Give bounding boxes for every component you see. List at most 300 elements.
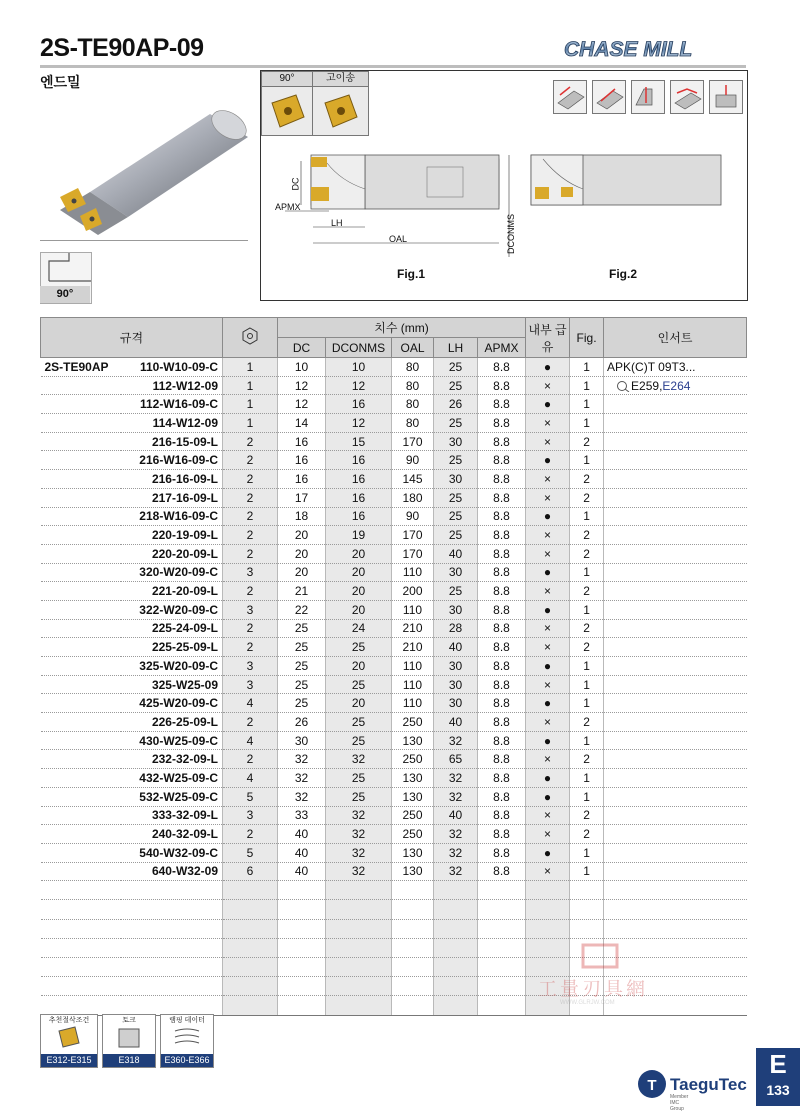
dc-cell: 17 xyxy=(278,488,326,507)
dconms-cell: 25 xyxy=(326,787,392,806)
insert-feed-icon xyxy=(312,86,369,136)
apmx-cell xyxy=(478,881,526,900)
fig-cell: 2 xyxy=(570,713,604,732)
apmx-cell xyxy=(478,900,526,919)
model-cell xyxy=(121,919,223,938)
apmx-cell: 8.8 xyxy=(478,825,526,844)
ref-ramping-label: 램핑 데이터 xyxy=(169,1017,205,1024)
model-cell: 220-19-09-L xyxy=(121,526,223,545)
insert-ref-b[interactable]: E264 xyxy=(662,378,691,393)
dconms-cell: 32 xyxy=(326,806,392,825)
col-coolant: 내부 급유 xyxy=(526,318,570,358)
apmx-cell: 8.8 xyxy=(478,750,526,769)
fig-cell: 1 xyxy=(570,395,604,414)
insert-cell xyxy=(604,900,747,919)
oal-cell xyxy=(392,977,434,996)
apmx-cell: 8.8 xyxy=(478,488,526,507)
table-row xyxy=(41,563,747,582)
oal-cell: 180 xyxy=(392,488,434,507)
teeth-cell: 4 xyxy=(223,694,278,713)
col-dconms: DCONMS xyxy=(326,338,392,358)
oal-cell: 80 xyxy=(392,414,434,433)
model-cell: 225-25-09-L xyxy=(121,638,223,657)
teeth-cell: 5 xyxy=(223,843,278,862)
model-cell: 226-25-09-L xyxy=(121,713,223,732)
insert-cell xyxy=(604,451,747,470)
col-dc: DC xyxy=(278,338,326,358)
model-cell: 232-32-09-L xyxy=(121,750,223,769)
ref-torque-page: E318 xyxy=(103,1054,155,1067)
dconms-cell xyxy=(326,900,392,919)
table-row xyxy=(41,750,747,769)
lh-cell: 30 xyxy=(434,675,478,694)
table-row xyxy=(41,694,747,713)
dc-cell: 12 xyxy=(278,376,326,395)
teeth-cell: 2 xyxy=(223,544,278,563)
dc-cell xyxy=(278,958,326,977)
apmx-cell: 8.8 xyxy=(478,451,526,470)
oal-cell: 250 xyxy=(392,825,434,844)
teeth-cell: 2 xyxy=(223,713,278,732)
fig-cell: 1 xyxy=(570,675,604,694)
series-cell xyxy=(41,731,121,750)
fig-cell: 2 xyxy=(570,825,604,844)
model-cell: 114-W12-09 xyxy=(121,414,223,433)
teeth-cell: 2 xyxy=(223,825,278,844)
insert-cell xyxy=(604,919,747,938)
insert-cell xyxy=(604,619,747,638)
model-cell: 425-W20-09-C xyxy=(121,694,223,713)
dconms-cell: 10 xyxy=(326,358,392,377)
fig-cell: 1 xyxy=(570,731,604,750)
dc-cell: 40 xyxy=(278,825,326,844)
dc-cell: 20 xyxy=(278,563,326,582)
series-cell xyxy=(41,638,121,657)
dc-cell: 14 xyxy=(278,414,326,433)
series-cell xyxy=(41,507,121,526)
table-row xyxy=(41,675,747,694)
insert-cell xyxy=(604,507,747,526)
lh-cell: 25 xyxy=(434,526,478,545)
series-cell xyxy=(41,938,121,957)
brand-name: TaeguTec xyxy=(670,1075,747,1094)
dc-cell xyxy=(278,938,326,957)
oal-cell xyxy=(392,938,434,957)
insert-cell xyxy=(604,694,747,713)
insert-cell xyxy=(604,488,747,507)
model-cell: 333-32-09-L xyxy=(121,806,223,825)
fig1-caption: Fig.1 xyxy=(397,267,426,281)
fig-cell: 2 xyxy=(570,582,604,601)
oal-cell xyxy=(392,958,434,977)
insert-cell xyxy=(604,376,747,395)
insert-cell xyxy=(604,544,747,563)
model-cell: 216-16-09-L xyxy=(121,470,223,489)
dc-cell: 32 xyxy=(278,769,326,788)
dconms-cell: 25 xyxy=(326,638,392,657)
fig-cell: 1 xyxy=(570,843,604,862)
oal-cell xyxy=(392,996,434,1015)
oal-cell: 210 xyxy=(392,638,434,657)
table-row xyxy=(41,470,747,489)
lh-cell xyxy=(434,881,478,900)
dim-dconms-label: DCONMS xyxy=(506,214,516,254)
oal-cell: 80 xyxy=(392,358,434,377)
series-cell xyxy=(41,675,121,694)
dc-cell: 25 xyxy=(278,675,326,694)
teeth-cell: 4 xyxy=(223,769,278,788)
apmx-cell xyxy=(478,958,526,977)
insert-cell xyxy=(604,526,747,545)
apmx-cell: 8.8 xyxy=(478,787,526,806)
angle-badge: 90° xyxy=(40,286,90,303)
series-cell xyxy=(41,414,121,433)
shoulder-milling-icon xyxy=(592,80,626,114)
cool-cell: × xyxy=(526,526,570,545)
apmx-cell: 8.8 xyxy=(478,731,526,750)
series-cell xyxy=(41,600,121,619)
insert-type-90-label: 90° xyxy=(261,71,313,87)
model-cell: 532-W25-09-C xyxy=(121,787,223,806)
series-cell xyxy=(41,900,121,919)
lh-cell xyxy=(434,919,478,938)
insert-cell xyxy=(604,862,747,881)
svg-text:CHASE MILL: CHASE MILL xyxy=(564,38,693,61)
lh-cell: 40 xyxy=(434,544,478,563)
fig-cell xyxy=(570,919,604,938)
fig-cell: 1 xyxy=(570,507,604,526)
series-cell xyxy=(41,996,121,1015)
teeth-cell: 1 xyxy=(223,376,278,395)
dconms-cell: 16 xyxy=(326,451,392,470)
page-title: 2S-TE90AP-09 xyxy=(40,34,204,62)
lh-cell xyxy=(434,938,478,957)
dconms-cell: 16 xyxy=(326,395,392,414)
apmx-cell: 8.8 xyxy=(478,638,526,657)
oal-cell: 130 xyxy=(392,731,434,750)
dconms-cell: 24 xyxy=(326,619,392,638)
fig-cell: 1 xyxy=(570,376,604,395)
dc-cell: 16 xyxy=(278,451,326,470)
table-row xyxy=(41,638,747,657)
apmx-cell: 8.8 xyxy=(478,862,526,881)
table-row xyxy=(41,432,747,451)
apmx-cell: 8.8 xyxy=(478,563,526,582)
dc-cell xyxy=(278,977,326,996)
dc-cell: 40 xyxy=(278,843,326,862)
lh-cell: 32 xyxy=(434,825,478,844)
model-cell: 110-W10-09-C xyxy=(121,358,223,377)
ref-cutting-conditions[interactable] xyxy=(40,1014,98,1068)
table-row xyxy=(41,376,747,395)
dconms-cell: 32 xyxy=(326,825,392,844)
teeth-cell: 1 xyxy=(223,358,278,377)
lh-cell: 30 xyxy=(434,600,478,619)
oal-cell: 170 xyxy=(392,544,434,563)
lh-cell: 28 xyxy=(434,619,478,638)
fig-cell: 2 xyxy=(570,432,604,451)
lh-cell: 40 xyxy=(434,713,478,732)
fig-cell: 2 xyxy=(570,544,604,563)
dc-cell: 32 xyxy=(278,787,326,806)
series-cell xyxy=(41,769,121,788)
insert-type-feed-label: 고이송 xyxy=(312,71,369,87)
model-cell: 640-W32-09 xyxy=(121,862,223,881)
cool-cell: × xyxy=(526,376,570,395)
teeth-cell: 2 xyxy=(223,638,278,657)
table-row xyxy=(41,731,747,750)
table-row xyxy=(41,395,747,414)
oal-cell: 110 xyxy=(392,694,434,713)
fig-cell: 2 xyxy=(570,638,604,657)
dconms-cell: 20 xyxy=(326,694,392,713)
empty-row xyxy=(41,900,747,919)
oal-cell: 110 xyxy=(392,563,434,582)
model-cell: 220-20-09-L xyxy=(121,544,223,563)
dc-cell: 16 xyxy=(278,470,326,489)
fig-cell: 1 xyxy=(570,358,604,377)
series-cell xyxy=(41,977,121,996)
model-cell xyxy=(121,900,223,919)
fig-cell xyxy=(570,900,604,919)
watermark-text: 工量刃具網 xyxy=(538,978,649,1000)
teeth-cell: 2 xyxy=(223,488,278,507)
insert-cell xyxy=(604,563,747,582)
watermark-url: WWW.GLRJW.COM xyxy=(560,1000,615,1006)
model-cell: 322-W20-09-C xyxy=(121,600,223,619)
series-cell xyxy=(41,843,121,862)
cool-cell xyxy=(526,919,570,938)
insert-cell xyxy=(604,731,747,750)
insert-cell xyxy=(604,806,747,825)
dc-cell: 25 xyxy=(278,638,326,657)
dconms-cell xyxy=(326,919,392,938)
apmx-cell: 8.8 xyxy=(478,769,526,788)
apmx-cell: 8.8 xyxy=(478,432,526,451)
teeth-cell: 5 xyxy=(223,787,278,806)
tool-photo xyxy=(40,92,250,242)
lh-cell: 32 xyxy=(434,769,478,788)
oal-cell: 170 xyxy=(392,526,434,545)
insert-cell xyxy=(604,638,747,657)
ramping-icon xyxy=(670,80,704,114)
model-cell: 325-W25-09 xyxy=(121,675,223,694)
series-cell xyxy=(41,919,121,938)
cool-cell: × xyxy=(526,638,570,657)
lh-cell: 25 xyxy=(434,507,478,526)
apmx-cell: 8.8 xyxy=(478,526,526,545)
series-cell xyxy=(41,470,121,489)
cool-cell: × xyxy=(526,544,570,563)
teeth-cell xyxy=(223,881,278,900)
table-row xyxy=(41,806,747,825)
apmx-cell xyxy=(478,996,526,1015)
cool-cell: × xyxy=(526,862,570,881)
table-row xyxy=(41,526,747,545)
cool-cell: ● xyxy=(526,694,570,713)
teeth-cell: 3 xyxy=(223,657,278,676)
section-tab xyxy=(756,1048,800,1106)
dc-cell: 16 xyxy=(278,432,326,451)
empty-row xyxy=(41,919,747,938)
series-cell xyxy=(41,619,121,638)
plunging-icon xyxy=(709,80,743,114)
series-cell xyxy=(41,451,121,470)
insert-ref-a[interactable]: E259, xyxy=(631,378,663,393)
dconms-cell xyxy=(326,958,392,977)
teeth-cell: 2 xyxy=(223,470,278,489)
table-row xyxy=(41,843,747,862)
fig-cell: 1 xyxy=(570,862,604,881)
dc-cell: 21 xyxy=(278,582,326,601)
lh-cell: 25 xyxy=(434,376,478,395)
lh-cell: 26 xyxy=(434,395,478,414)
section-letter: E xyxy=(769,1049,787,1079)
insert-cell xyxy=(604,470,747,489)
oal-cell: 170 xyxy=(392,432,434,451)
dconms-cell: 25 xyxy=(326,675,392,694)
dconms-cell: 15 xyxy=(326,432,392,451)
dc-cell: 25 xyxy=(278,619,326,638)
lh-cell: 30 xyxy=(434,470,478,489)
ref-torque[interactable] xyxy=(102,1014,156,1068)
model-cell xyxy=(121,977,223,996)
cool-cell: × xyxy=(526,675,570,694)
cool-cell: × xyxy=(526,432,570,451)
teeth-cell xyxy=(223,996,278,1015)
cool-cell: × xyxy=(526,488,570,507)
teeth-cell xyxy=(223,938,278,957)
series-cell xyxy=(41,544,121,563)
slot-milling-icon xyxy=(631,80,665,114)
cool-cell: × xyxy=(526,825,570,844)
lh-cell xyxy=(434,900,478,919)
lh-cell: 32 xyxy=(434,731,478,750)
ref-cutting-conditions-page: E312-E315 xyxy=(41,1054,97,1067)
table-row xyxy=(41,451,747,470)
model-cell: 221-20-09-L xyxy=(121,582,223,601)
insert-cell xyxy=(604,769,747,788)
table-row xyxy=(41,769,747,788)
dc-cell: 32 xyxy=(278,750,326,769)
ref-ramping-data[interactable] xyxy=(160,1014,214,1068)
dconms-cell: 12 xyxy=(326,376,392,395)
teeth-cell: 3 xyxy=(223,600,278,619)
dconms-cell: 25 xyxy=(326,731,392,750)
model-cell: 432-W25-09-C xyxy=(121,769,223,788)
insert-cell xyxy=(604,843,747,862)
lh-cell: 25 xyxy=(434,358,478,377)
col-insert: 인서트 xyxy=(604,318,747,358)
model-cell xyxy=(121,938,223,957)
fig-cell: 2 xyxy=(570,470,604,489)
dconms-cell xyxy=(326,881,392,900)
model-cell: 216-W16-09-C xyxy=(121,451,223,470)
dconms-cell: 19 xyxy=(326,526,392,545)
dim-lh-label: LH xyxy=(331,218,343,228)
cool-cell: × xyxy=(526,713,570,732)
model-cell: 430-W25-09-C xyxy=(121,731,223,750)
dc-cell: 30 xyxy=(278,731,326,750)
apmx-cell: 8.8 xyxy=(478,376,526,395)
chasemill-logo xyxy=(562,34,748,62)
dc-cell: 25 xyxy=(278,657,326,676)
model-cell: 112-W16-09-C xyxy=(121,395,223,414)
apmx-cell: 8.8 xyxy=(478,507,526,526)
fig2-caption: Fig.2 xyxy=(609,267,638,281)
teeth-cell: 2 xyxy=(223,507,278,526)
cool-cell: ● xyxy=(526,563,570,582)
dc-cell: 12 xyxy=(278,395,326,414)
teeth-cell xyxy=(223,977,278,996)
lh-cell xyxy=(434,958,478,977)
teeth-cell xyxy=(223,958,278,977)
dc-cell: 10 xyxy=(278,358,326,377)
lh-cell: 32 xyxy=(434,787,478,806)
oal-cell: 110 xyxy=(392,675,434,694)
oal-cell: 130 xyxy=(392,787,434,806)
model-cell: 216-15-09-L xyxy=(121,432,223,451)
apmx-cell: 8.8 xyxy=(478,675,526,694)
model-cell: 225-24-09-L xyxy=(121,619,223,638)
table-row xyxy=(41,619,747,638)
teeth-cell: 2 xyxy=(223,619,278,638)
dconms-cell: 16 xyxy=(326,488,392,507)
insert-cell xyxy=(604,432,747,451)
series-cell xyxy=(41,376,121,395)
series-cell xyxy=(41,526,121,545)
insert-lookup-icon[interactable] xyxy=(615,380,631,392)
cool-cell: ● xyxy=(526,507,570,526)
teeth-cell: 3 xyxy=(223,675,278,694)
teeth-cell: 3 xyxy=(223,806,278,825)
title-divider xyxy=(40,65,746,68)
col-oal: OAL xyxy=(392,338,434,358)
teeth-cell: 1 xyxy=(223,395,278,414)
teeth-cell: 2 xyxy=(223,451,278,470)
lh-cell: 40 xyxy=(434,806,478,825)
dconms-cell: 32 xyxy=(326,750,392,769)
apmx-cell: 8.8 xyxy=(478,395,526,414)
cool-cell: ● xyxy=(526,451,570,470)
table-row xyxy=(41,713,747,732)
cool-cell: ● xyxy=(526,769,570,788)
insert-cell: APK(C)T 09T3... xyxy=(604,358,747,377)
svg-text:T: T xyxy=(647,1077,657,1094)
dc-cell: 22 xyxy=(278,600,326,619)
col-dimensions: 치수 (mm) xyxy=(278,318,526,338)
oal-cell xyxy=(392,919,434,938)
model-cell: 217-16-09-L xyxy=(121,488,223,507)
dconms-cell: 12 xyxy=(326,414,392,433)
dim-oal-label: OAL xyxy=(389,234,408,244)
table-row xyxy=(41,600,747,619)
cool-cell: ● xyxy=(526,600,570,619)
watermark xyxy=(530,942,680,1006)
lh-cell: 30 xyxy=(434,432,478,451)
series-cell xyxy=(41,432,121,451)
cool-cell: × xyxy=(526,470,570,489)
fig-cell: 1 xyxy=(570,694,604,713)
cool-cell: × xyxy=(526,806,570,825)
teeth-cell: 1 xyxy=(223,414,278,433)
table-row xyxy=(41,787,747,806)
page-subtitle: 엔드밀 xyxy=(40,74,81,90)
series-cell xyxy=(41,958,121,977)
cool-cell: ● xyxy=(526,787,570,806)
dconms-cell xyxy=(326,996,392,1015)
teeth-count-icon xyxy=(223,318,278,358)
